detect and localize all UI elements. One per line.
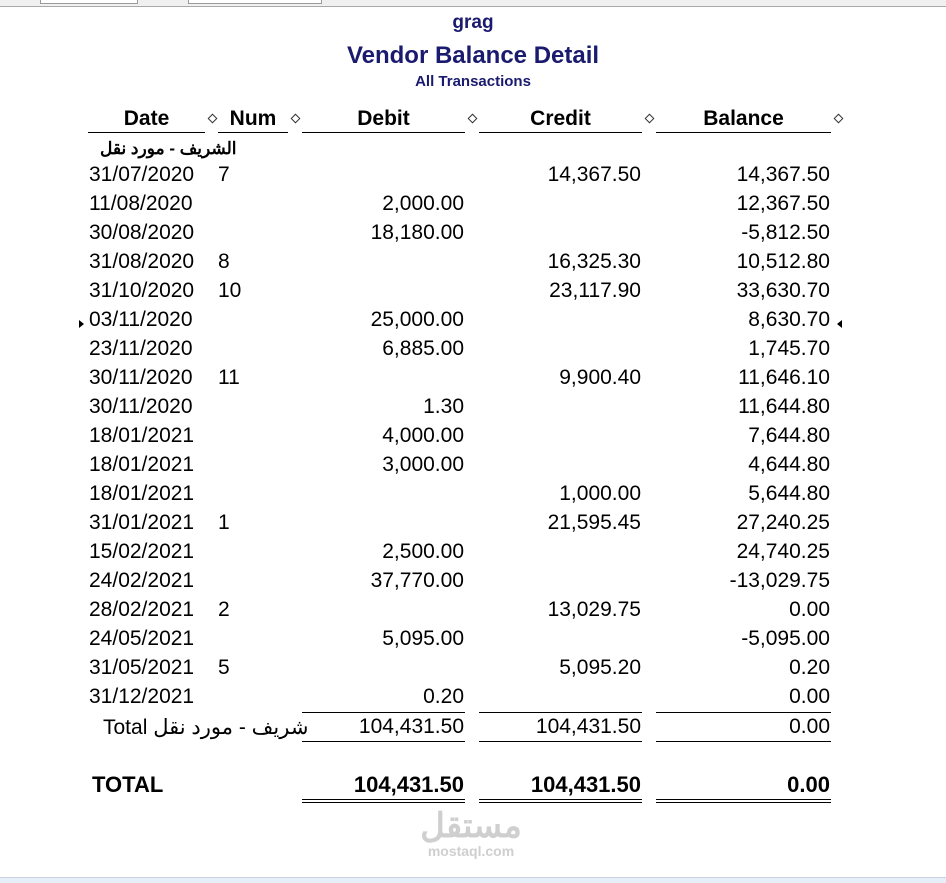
table-row[interactable] <box>0 511 946 540</box>
grand-total-double-rule <box>479 799 642 800</box>
row-date: 23/11/2020 <box>89 337 193 360</box>
row-balance: 11,646.10 <box>738 366 830 389</box>
row-date: 31/07/2020 <box>89 163 195 186</box>
vendor-total-credit[interactable]: 104,431.50 <box>535 715 641 738</box>
column-resize-diamond-icon[interactable] <box>645 114 655 124</box>
table-row[interactable] <box>0 337 946 366</box>
grand-total-double-rule <box>302 802 465 803</box>
row-balance: 27,240.25 <box>736 511 830 534</box>
grand-total-balance[interactable]: 0.00 <box>787 772 830 797</box>
row-date: 30/11/2020 <box>89 366 193 389</box>
row-debit: 25,000.00 <box>370 308 464 331</box>
row-date: 18/01/2021 <box>89 453 195 476</box>
table-row[interactable] <box>0 685 946 714</box>
row-balance: 1,745.70 <box>748 337 830 360</box>
column-header-credit[interactable]: Credit <box>479 107 642 133</box>
report-title: Vendor Balance Detail <box>346 42 600 69</box>
table-row[interactable] <box>0 424 946 453</box>
grand-total-double-rule <box>302 799 465 800</box>
vendor-total-debit[interactable]: 104,431.50 <box>358 715 464 738</box>
vendor-total-label: Total شريف - مورد نقل <box>103 716 309 739</box>
window-top-bar <box>0 0 946 7</box>
column-resize-diamond-icon[interactable] <box>468 114 478 124</box>
row-date: 31/10/2020 <box>89 279 195 302</box>
row-date: 18/01/2021 <box>89 424 195 447</box>
column-resize-diamond-icon[interactable] <box>834 114 844 124</box>
row-num: 5 <box>218 656 230 679</box>
row-date: 18/01/2021 <box>89 482 195 505</box>
table-row[interactable] <box>0 221 946 250</box>
row-debit: 5,095.00 <box>382 627 464 650</box>
toolbar-field[interactable] <box>188 0 322 4</box>
row-date: 24/02/2021 <box>89 569 195 592</box>
grand-total-credit[interactable]: 104,431.50 <box>530 772 641 797</box>
row-debit: 2,500.00 <box>382 540 464 563</box>
table-row[interactable] <box>0 656 946 685</box>
table-row[interactable] <box>0 192 946 221</box>
row-balance: 0.20 <box>789 656 830 679</box>
row-date: 31/08/2020 <box>89 250 195 273</box>
row-balance: 33,630.70 <box>736 279 830 302</box>
row-date: 31/12/2021 <box>89 685 195 708</box>
row-num: 2 <box>218 598 230 621</box>
row-balance: -13,029.75 <box>729 569 830 592</box>
row-date: 30/11/2020 <box>89 395 193 418</box>
table-row[interactable] <box>0 250 946 279</box>
column-header-num[interactable]: Num <box>218 107 288 133</box>
row-balance: 5,644.80 <box>748 482 830 505</box>
table-row[interactable] <box>0 598 946 627</box>
column-resize-diamond-icon[interactable] <box>208 114 218 124</box>
row-date: 11/08/2020 <box>89 192 193 215</box>
row-credit: 1,000.00 <box>559 482 641 505</box>
mostaql-watermark-logo <box>408 808 534 858</box>
row-date: 03/11/2020 <box>89 308 193 331</box>
row-balance: -5,095.00 <box>741 627 830 650</box>
report-subtitle: All Transactions <box>415 73 531 90</box>
subtotal-rule-balance <box>656 712 831 713</box>
company-name: grag <box>452 12 494 33</box>
table-row[interactable] <box>0 163 946 192</box>
toolbar-field[interactable] <box>40 0 138 4</box>
row-credit: 5,095.20 <box>559 656 641 679</box>
row-num: 8 <box>218 250 230 273</box>
grand-total-label: TOTAL <box>92 772 164 797</box>
watermark-arabic: مستقل <box>420 807 522 845</box>
row-balance: 24,740.25 <box>736 540 830 563</box>
row-num: 11 <box>218 366 240 389</box>
table-row[interactable] <box>0 540 946 569</box>
subtotal-rule-credit <box>479 712 642 713</box>
table-row[interactable] <box>0 366 946 395</box>
row-balance: 4,644.80 <box>748 453 830 476</box>
subtotal-underline-debit <box>302 741 465 742</box>
subtotal-underline-credit <box>479 741 642 742</box>
row-date: 15/02/2021 <box>89 540 195 563</box>
row-date: 24/05/2021 <box>89 627 195 650</box>
selected-row-left-marker-icon <box>79 320 84 328</box>
row-balance: -5,812.50 <box>741 221 830 244</box>
row-debit: 3,000.00 <box>382 453 464 476</box>
row-debit: 18,180.00 <box>370 221 464 244</box>
row-num: 1 <box>218 511 230 534</box>
row-balance: 8,630.70 <box>748 308 830 331</box>
column-resize-diamond-icon[interactable] <box>291 114 301 124</box>
table-row[interactable] <box>0 279 946 308</box>
row-date: 30/08/2020 <box>89 221 195 244</box>
table-row[interactable] <box>0 453 946 482</box>
row-balance: 14,367.50 <box>736 163 830 186</box>
table-row[interactable] <box>0 627 946 656</box>
table-row[interactable] <box>0 482 946 511</box>
row-credit: 21,595.45 <box>547 511 641 534</box>
subtotal-underline-balance <box>656 741 831 742</box>
grand-total-debit[interactable]: 104,431.50 <box>353 772 464 797</box>
row-credit: 13,029.75 <box>547 598 641 621</box>
window-bottom-bar <box>0 877 946 883</box>
subtotal-rule-debit <box>302 712 465 713</box>
column-header-debit[interactable]: Debit <box>302 107 465 133</box>
row-balance: 7,644.80 <box>748 424 830 447</box>
row-debit: 4,000.00 <box>382 424 464 447</box>
row-date: 28/02/2021 <box>89 598 195 621</box>
row-date: 31/01/2021 <box>89 511 195 534</box>
column-header-balance[interactable]: Balance <box>656 107 831 133</box>
row-debit: 2,000.00 <box>382 192 464 215</box>
selected-row-right-marker-icon <box>837 320 842 328</box>
row-balance: 0.00 <box>789 685 830 708</box>
row-num: 10 <box>218 279 242 302</box>
row-date: 31/05/2021 <box>89 656 195 679</box>
vendor-total-balance[interactable]: 0.00 <box>789 715 830 738</box>
watermark-latin: mostaql.com <box>427 843 515 859</box>
grand-total-double-rule <box>479 802 642 803</box>
row-balance: 11,644.80 <box>738 395 830 418</box>
row-debit: 0.20 <box>423 685 464 708</box>
row-credit: 23,117.90 <box>549 279 641 302</box>
row-num: 7 <box>218 163 230 186</box>
grand-total-double-rule <box>656 799 831 800</box>
row-debit: 1.30 <box>423 395 464 418</box>
row-credit: 9,900.40 <box>559 366 641 389</box>
table-row[interactable] <box>0 308 946 337</box>
row-credit: 16,325.30 <box>547 250 641 273</box>
grand-total-double-rule <box>656 802 831 803</box>
table-row[interactable] <box>0 569 946 598</box>
row-balance: 10,512.80 <box>736 250 830 273</box>
row-debit: 37,770.00 <box>370 569 464 592</box>
vendor-group-label: الشريف - مورد نقل <box>100 139 237 158</box>
row-debit: 6,885.00 <box>382 337 464 360</box>
row-balance: 0.00 <box>789 598 830 621</box>
column-header-date[interactable]: Date <box>88 107 205 133</box>
row-balance: 12,367.50 <box>736 192 830 215</box>
table-row[interactable] <box>0 395 946 424</box>
row-credit: 14,367.50 <box>547 163 641 186</box>
